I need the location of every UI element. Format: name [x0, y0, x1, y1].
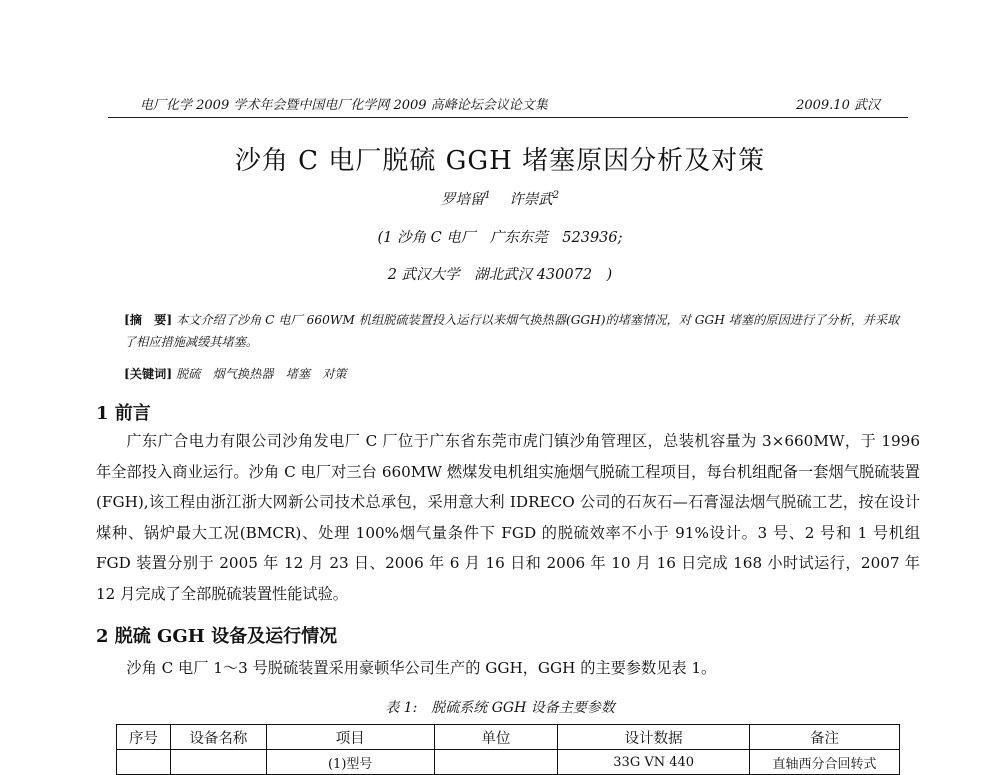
- affiliation-2: 2 武汉大学 湖北武汉 430072 ): [387, 267, 613, 283]
- section-2-paragraph: 沙角 C 电厂 1～3 号脱硫装置采用豪顿华公司生产的 GGH，GGH 的主要参数见表 1。: [126, 659, 717, 677]
- table-header-cell: 备注: [750, 725, 900, 750]
- running-header-right: 2009.10 武汉: [796, 98, 880, 113]
- table-header-cell: 设备名称: [170, 725, 266, 750]
- affiliation-1: (1 沙角 C 电厂 广东东莞 523936;: [377, 230, 623, 246]
- table-cell: 33G VN 440: [558, 750, 750, 775]
- section-heading-2: 2 脱硫 GGH 设备及运行情况: [96, 626, 338, 647]
- parameter-table: [116, 724, 900, 775]
- author-line: [0, 188, 1000, 209]
- author-1: 罗培留: [440, 192, 485, 208]
- keywords-label: [关键词]: [124, 367, 173, 381]
- table-cell: [170, 750, 266, 775]
- table-header-cell: 序号: [117, 725, 171, 750]
- section-1-body: [96, 426, 920, 609]
- table-row: [117, 750, 900, 775]
- abstract-label: [摘 要]: [124, 313, 173, 327]
- author-1-sup: 1: [484, 190, 491, 202]
- table-caption: 表 1: 脱硫系统 GGH 设备主要参数: [385, 700, 615, 716]
- section-2-body: [96, 653, 920, 684]
- table-wrapper: [116, 724, 900, 772]
- keywords: [124, 365, 904, 382]
- section-heading-1: 1 前言: [96, 403, 151, 424]
- running-header-left: 电厂化学 2009 学术年会暨中国电厂化学网 2009 高峰论坛会议论文集: [140, 98, 548, 113]
- table-header-cell: 单位: [434, 725, 558, 750]
- table-cell: [117, 750, 171, 775]
- table-cell: 直轴西分合回转式: [750, 750, 900, 775]
- table-cell: (1)型号: [266, 750, 434, 775]
- running-header: [140, 92, 880, 114]
- table-cell: [434, 750, 558, 775]
- section-1-paragraph: 广东广合电力有限公司沙角发电厂 C 厂位于广东省东莞市虎门镇沙角管理区，总装机容量为 3×660MW，于 1996 年全部投入商业运行。沙角 C 电厂对三台 660MW 燃煤发电机组实施烟气脱硫工程项目，每台机组配备一套烟气脱硫装置(FGH),该工程由浙江浙大网新公司技术总承包，采用意大利 IDRECO 公司的石灰石—石膏湿法烟气脱硫工艺，按在设计煤种、锅炉最大工况(BMCR)、处理 100%烟气量条件下 FGD 的脱硫效率不小于 91%设计。3 号、2 号和 1 号机组 FGD 装置分别于 2005 年 12 月 23 日、2006 年 6 月 16 日和 2006 年 10 月 16 日完成 168 小时试运行，2007 年 12 月完成了全部脱硫装置性能试验。: [96, 432, 920, 603]
- abstract: [124, 309, 904, 353]
- keywords-text: 脱硫 烟气换热器 堵塞 对策: [175, 367, 347, 381]
- abstract-text: 本文介绍了沙角 C 电厂 660WM 机组脱硫装置投入运行以来烟气换热器(GGH)的堵塞情况，对 GGH 堵塞的原因进行了分析，并采取了相应措施减缓其堵塞。: [124, 313, 900, 349]
- table-header-cell: 设计数据: [558, 725, 750, 750]
- author-2: 许崇武: [509, 192, 553, 208]
- paper-title: 沙角 C 电厂脱硫 GGH 堵塞原因分析及对策: [234, 146, 766, 176]
- author-2-sup: 2: [552, 190, 560, 202]
- header-rule: [108, 117, 908, 118]
- table-header-row: [117, 725, 900, 750]
- table-header-cell: 项目: [266, 725, 434, 750]
